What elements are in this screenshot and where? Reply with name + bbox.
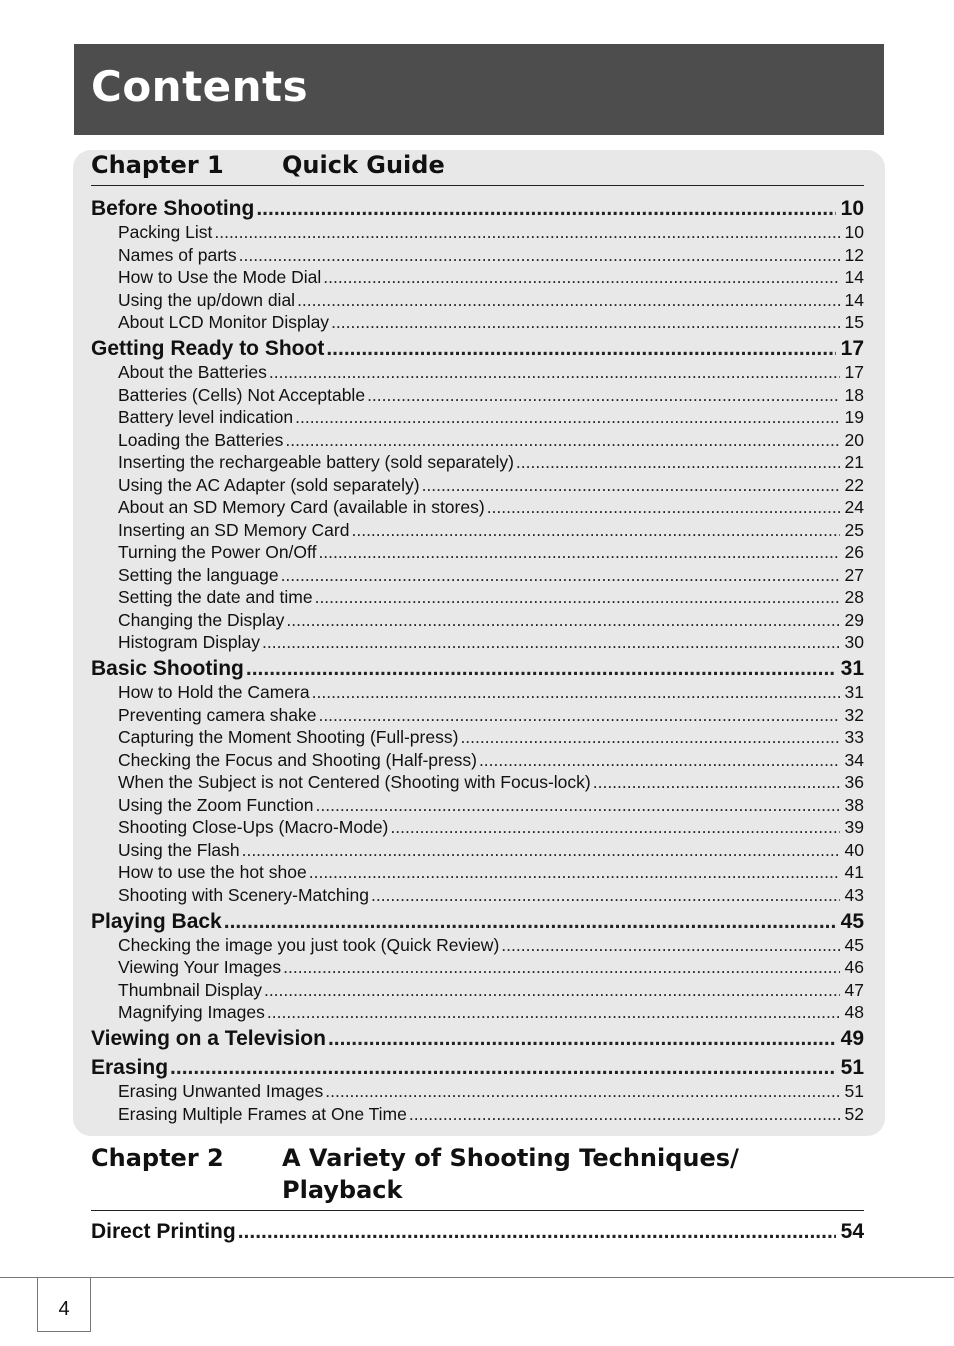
toc-dot-leader	[246, 656, 836, 682]
toc-entry-label: Using the AC Adapter (sold separately)	[118, 475, 420, 495]
toc-subsection-entry[interactable]	[91, 771, 864, 793]
toc-entry-page: 29	[844, 610, 864, 630]
toc-dot-leader	[267, 1001, 840, 1023]
toc-entry-label: Using the up/down dial	[118, 290, 296, 310]
toc-entry-page: 22	[844, 475, 864, 495]
toc-entry-label: Capturing the Moment Shooting (Full-press)	[118, 727, 459, 747]
toc-entry-page: 34	[844, 750, 864, 770]
toc-entry-page: 38	[844, 795, 864, 815]
toc-dot-leader	[323, 266, 840, 288]
toc-entry-page: 45	[840, 910, 864, 933]
toc-entry-page: 31	[840, 657, 864, 680]
toc-dot-leader	[286, 609, 840, 631]
toc-entry-page: 36	[844, 772, 864, 792]
toc-entry-label: How to Hold the Camera	[118, 682, 310, 702]
footer-rule	[0, 1277, 954, 1278]
toc-entry-label: Getting Ready to Shoot	[91, 337, 325, 360]
toc-dot-leader	[479, 749, 840, 771]
toc-entry-label: When the Subject is not Centered (Shooting with Focus-lock)	[118, 772, 591, 792]
toc-dot-leader	[238, 1219, 836, 1245]
toc-dot-leader	[325, 1080, 840, 1102]
toc-subsection-entry[interactable]	[91, 839, 864, 861]
toc-entry-page: 40	[844, 840, 864, 860]
toc-entry-page: 24	[844, 497, 864, 517]
toc-entry-label: Inserting the rechargeable battery (sold separately)	[118, 452, 514, 472]
toc-entry-page: 19	[844, 407, 864, 427]
toc-entry-label: Direct Printing	[91, 1220, 236, 1243]
toc-subsection-entry[interactable]	[91, 1103, 864, 1125]
toc-dot-leader	[283, 956, 840, 978]
toc-dot-leader	[501, 934, 840, 956]
toc-dot-leader	[239, 244, 840, 266]
toc-dot-leader	[487, 496, 840, 518]
toc-section-entry[interactable]	[91, 1026, 864, 1052]
toc-entry-page: 43	[844, 885, 864, 905]
toc-entry-page: 31	[844, 682, 864, 702]
toc-entry-label: Playing Back	[91, 910, 222, 933]
toc-entry-label: Using the Flash	[118, 840, 240, 860]
toc-dot-leader	[262, 631, 840, 653]
toc-subsection-entry[interactable]	[91, 704, 864, 726]
toc-dot-leader	[331, 311, 840, 333]
toc-dot-leader	[351, 519, 840, 541]
toc-entry-page: 18	[844, 385, 864, 405]
toc-entry-page: 12	[844, 245, 864, 265]
toc-section-entry[interactable]	[91, 909, 864, 935]
chapter2-title	[282, 1142, 739, 1206]
toc-entry-page: 51	[840, 1056, 864, 1079]
toc-entry-page: 15	[844, 312, 864, 332]
toc-entry-label: Magnifying Images	[118, 1002, 265, 1022]
toc-entry-page: 30	[844, 632, 864, 652]
toc-entry-label: Setting the date and time	[118, 587, 313, 607]
toc-entry-label: About an SD Memory Card (available in stores)	[118, 497, 485, 517]
toc-entry-label: About the Batteries	[118, 362, 267, 382]
toc-entry-label: Preventing camera shake	[118, 705, 317, 725]
toc-dot-leader	[214, 221, 840, 243]
toc-subsection-entry[interactable]	[91, 861, 864, 883]
toc-entry-page: 10	[840, 197, 864, 220]
toc-entry-page: 10	[844, 222, 864, 242]
toc-section-entry[interactable]	[91, 336, 864, 362]
toc-subsection-entry[interactable]	[91, 681, 864, 703]
toc-entry-label: Changing the Display	[118, 610, 285, 630]
toc-entry-page: 17	[840, 337, 864, 360]
toc-dot-leader	[285, 429, 840, 451]
toc-subsection-entry[interactable]	[91, 221, 864, 243]
toc-entry-page: 17	[844, 362, 864, 382]
toc-dot-leader	[390, 816, 840, 838]
toc-subsection-entry[interactable]	[91, 244, 864, 266]
toc-subsection-entry[interactable]	[91, 384, 864, 406]
toc-subsection-entry[interactable]	[91, 266, 864, 288]
toc-section-entry[interactable]	[91, 1219, 864, 1245]
toc-entry-page: 52	[844, 1104, 864, 1124]
toc-dot-leader	[269, 361, 840, 383]
toc-subsection-entry[interactable]	[91, 816, 864, 838]
toc-subsection-entry[interactable]	[91, 934, 864, 956]
chapter1-title: Quick Guide	[282, 151, 445, 179]
toc-entry-label: Checking the Focus and Shooting (Half-press)	[118, 750, 477, 770]
chapter2-title-line2: Playback	[282, 1176, 403, 1204]
toc-dot-leader	[326, 336, 836, 362]
chapter2-number: Chapter 2	[91, 1144, 224, 1172]
toc-entry-page: 14	[844, 290, 864, 310]
toc-subsection-entry[interactable]	[91, 406, 864, 428]
toc-section-entry[interactable]	[91, 1055, 864, 1081]
toc-entry-page: 46	[844, 957, 864, 977]
toc-entry-label: Basic Shooting	[91, 657, 244, 680]
toc-entry-page: 20	[844, 430, 864, 450]
toc-subsection-entry[interactable]	[91, 361, 864, 383]
toc-subsection-entry[interactable]	[91, 474, 864, 496]
toc-entry-page: 48	[844, 1002, 864, 1022]
toc-dot-leader	[224, 909, 836, 935]
toc-entry-label: Packing List	[118, 222, 213, 242]
toc-subsection-entry[interactable]	[91, 564, 864, 586]
toc-subsection-entry[interactable]	[91, 451, 864, 473]
toc-subsection-entry[interactable]	[91, 956, 864, 978]
toc-dot-leader	[318, 541, 840, 563]
toc-entry-page: 45	[844, 935, 864, 955]
page-number-box	[37, 1277, 91, 1332]
chapter1-number: Chapter 1	[91, 151, 224, 179]
toc-subsection-entry[interactable]	[91, 311, 864, 333]
toc-subsection-entry[interactable]	[91, 429, 864, 451]
toc-subsection-entry[interactable]	[91, 541, 864, 563]
toc-subsection-entry[interactable]	[91, 884, 864, 906]
toc-dot-leader	[367, 384, 840, 406]
toc-dot-leader	[297, 289, 840, 311]
toc-subsection-entry[interactable]	[91, 979, 864, 1001]
page-title: Contents	[91, 62, 309, 111]
toc-dot-leader	[242, 839, 840, 861]
toc-entry-label: Thumbnail Display	[118, 980, 262, 1000]
toc-entry-label: Turning the Power On/Off	[118, 542, 317, 562]
page-number: 4	[58, 1298, 70, 1320]
toc-entry-page: 33	[844, 727, 864, 747]
toc-dot-leader	[422, 474, 840, 496]
toc-entry-label: About LCD Monitor Display	[118, 312, 330, 332]
chapter1-heading	[91, 149, 864, 186]
toc-dot-leader	[312, 681, 840, 703]
toc-entry-page: 47	[844, 980, 864, 1000]
toc-dot-leader	[409, 1103, 840, 1125]
toc-dot-leader	[593, 771, 840, 793]
toc-entry-label: Names of parts	[118, 245, 237, 265]
toc-entry-page: 51	[844, 1081, 864, 1101]
toc-dot-leader	[318, 704, 840, 726]
toc-entry-page: 26	[844, 542, 864, 562]
toc-subsection-entry[interactable]	[91, 749, 864, 771]
toc-entry-page: 41	[844, 862, 864, 882]
toc-entry-page: 39	[844, 817, 864, 837]
toc-subsection-entry[interactable]	[91, 1080, 864, 1102]
toc-dot-leader	[170, 1055, 836, 1081]
toc-entry-page: 54	[840, 1220, 864, 1243]
toc-section-entry[interactable]	[91, 196, 864, 222]
toc-entry-label: Before Shooting	[91, 197, 255, 220]
toc-subsection-entry[interactable]	[91, 726, 864, 748]
toc-entry-label: How to Use the Mode Dial	[118, 267, 322, 287]
toc-entry-page: 25	[844, 520, 864, 540]
toc-subsection-entry[interactable]	[91, 609, 864, 631]
toc-entry-page: 32	[844, 705, 864, 725]
chapter2-title-line1: A Variety of Shooting Techniques/	[282, 1144, 739, 1172]
toc-entry-label: How to use the hot shoe	[118, 862, 307, 882]
toc-subsection-entry[interactable]	[91, 794, 864, 816]
toc-subsection-entry[interactable]	[91, 496, 864, 518]
toc-entry-label: Viewing Your Images	[118, 957, 282, 977]
toc-dot-leader	[460, 726, 840, 748]
toc-entry-label: Inserting an SD Memory Card	[118, 520, 350, 540]
toc-entry-label: Shooting Close-Ups (Macro-Mode)	[118, 817, 389, 837]
toc-entry-label: Erasing Multiple Frames at One Time	[118, 1104, 407, 1124]
toc-dot-leader	[264, 979, 840, 1001]
toc-dot-leader	[256, 196, 836, 222]
toc-entry-label: Checking the image you just took (Quick Review)	[118, 935, 500, 955]
toc-entry-label: Batteries (Cells) Not Acceptable	[118, 385, 366, 405]
toc-dot-leader	[316, 794, 840, 816]
toc-subsection-entry[interactable]	[91, 1001, 864, 1023]
toc-entry-page: 27	[844, 565, 864, 585]
chapter2-heading	[91, 1142, 864, 1211]
toc-dot-leader	[516, 451, 840, 473]
toc-subsection-entry[interactable]	[91, 586, 864, 608]
toc-entry-page: 14	[844, 267, 864, 287]
toc-dot-leader	[371, 884, 840, 906]
toc-dot-leader	[315, 586, 840, 608]
toc-entry-label: Shooting with Scenery-Matching	[118, 885, 369, 905]
toc-entry-label: Erasing	[91, 1056, 169, 1079]
toc-entry-label: Viewing on a Television	[91, 1027, 326, 1050]
toc-entry-label: Setting the language	[118, 565, 279, 585]
toc-entry-page: 28	[844, 587, 864, 607]
toc-section-entry[interactable]	[91, 656, 864, 682]
toc-entry-label: Erasing Unwanted Images	[118, 1081, 324, 1101]
toc-subsection-entry[interactable]	[91, 289, 864, 311]
toc-subsection-entry[interactable]	[91, 519, 864, 541]
toc-entry-page: 21	[844, 452, 864, 472]
toc-subsection-entry[interactable]	[91, 631, 864, 653]
toc-entry-label: Loading the Batteries	[118, 430, 284, 450]
toc-entry-label: Histogram Display	[118, 632, 260, 652]
toc-entry-label: Battery level indication	[118, 407, 294, 427]
toc-entry-label: Using the Zoom Function	[118, 795, 314, 815]
toc-dot-leader	[328, 1026, 836, 1052]
toc-dot-leader	[309, 861, 840, 883]
toc-dot-leader	[295, 406, 840, 428]
toc-dot-leader	[281, 564, 840, 586]
contents-header-bar	[74, 44, 884, 135]
toc-entry-page: 49	[840, 1027, 864, 1050]
